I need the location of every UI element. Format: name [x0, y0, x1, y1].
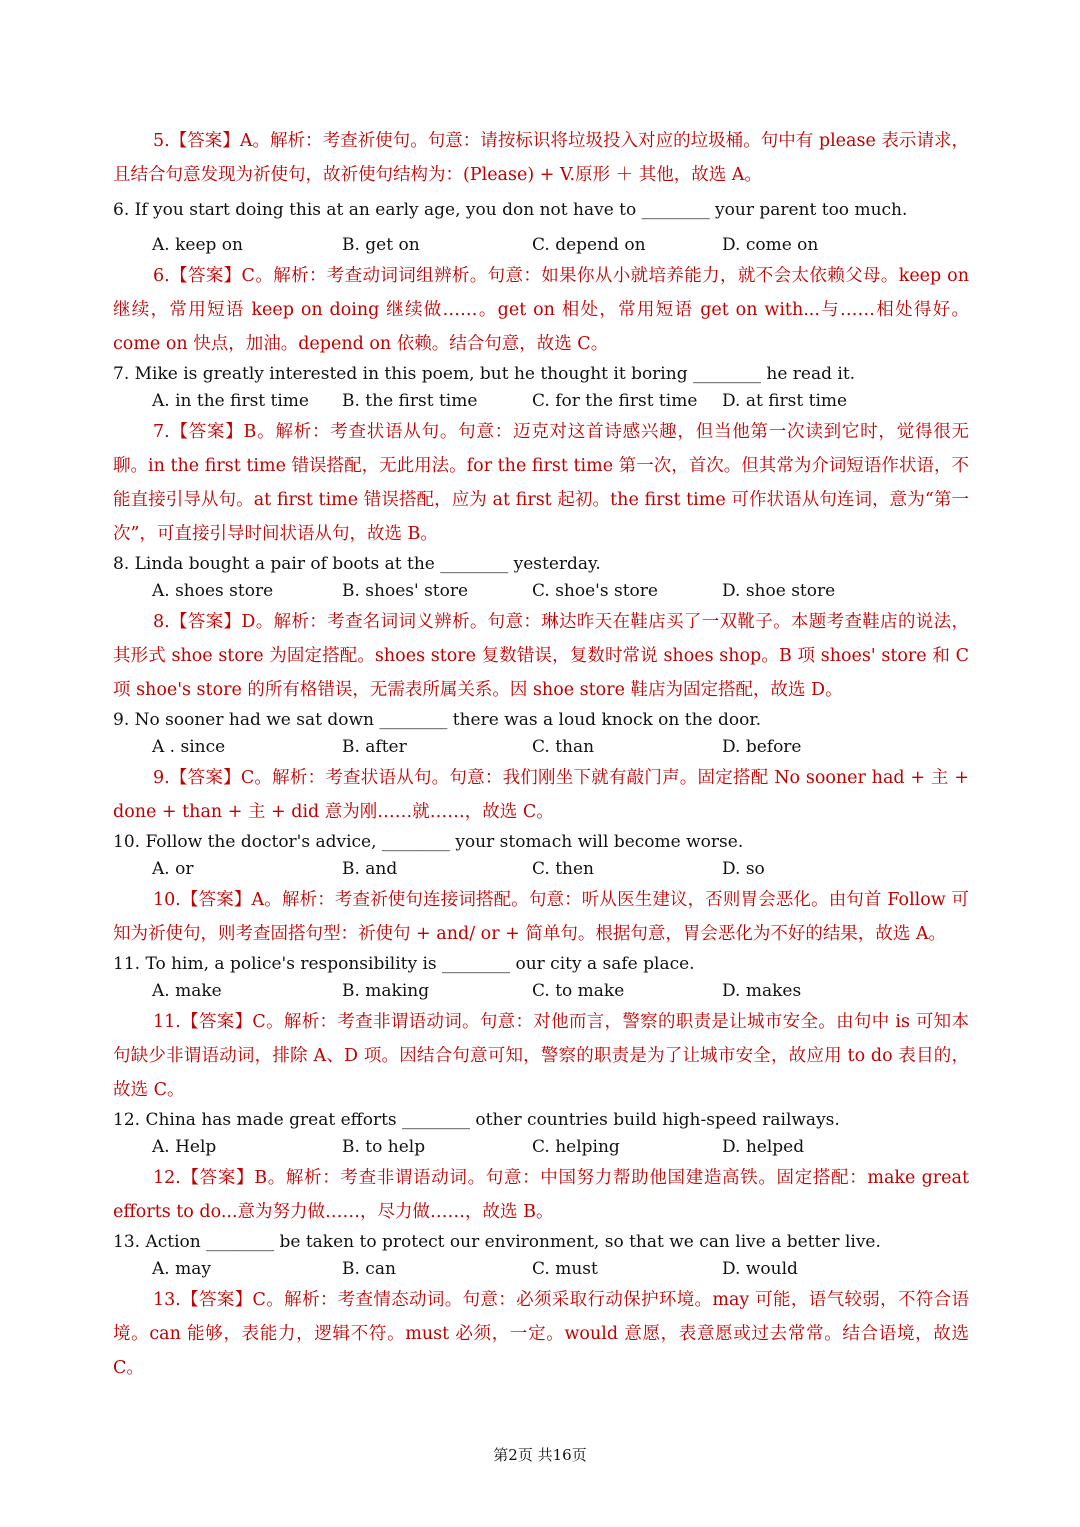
option-b: B. after [342, 737, 407, 757]
option-b: B. get on [342, 235, 420, 255]
options-8 [113, 578, 969, 605]
option-a: A. make [152, 981, 222, 1001]
option-b: B. and [342, 859, 398, 879]
answer-5: 5.【答案】A。解析：考查祈使句。句意：请按标识将垃圾投入对应的垃圾桶。句中有 please 表示请求，且结合句意发现为祈使句，故祈使句结构为：(Please) + V.原形 ＋ 其他，故选 A。 [113, 131, 969, 185]
options-10 [113, 856, 969, 883]
question-6: 6. If you start doing this at an early age, you don not have to ________ your parent too much. [113, 200, 908, 220]
answer-13: 13.【答案】C。解析：考查情态动词。句意：必须采取行动保护环境。may 可能，语气较弱，不符合语境。can 能够，表能力，逻辑不符。must 必须，一定。would 意愿，表意愿或过去常常。结合语境，故选 C。 [113, 1290, 969, 1378]
option-d: D. before [722, 737, 802, 757]
option-d: D. makes [722, 981, 802, 1001]
option-d: D. shoe store [722, 581, 836, 601]
option-c: C. to make [532, 981, 625, 1001]
option-c: C. shoe's store [532, 581, 658, 601]
question-9: 9. No sooner had we sat down ________ there was a loud knock on the door. [113, 710, 762, 730]
answer-9: 9.【答案】C。解析：考查状语从句。句意：我们刚坐下就有敲门声。固定搭配 No sooner had + 主 + done + than + 主 + did 意为刚……就……，故选 C。 [113, 768, 969, 822]
answer-12: 12.【答案】B。解析：考查非谓语动词。句意：中国努力帮助他国建造高铁。固定搭配：make great efforts to do...意为努力做……，尽力做……，故选 B。 [113, 1168, 969, 1222]
question-7: 7. Mike is greatly interested in this poem, but he thought it boring ________ he read it. [113, 364, 856, 384]
options-13 [113, 1256, 969, 1283]
option-a: A. keep on [152, 235, 243, 255]
option-b: B. to help [342, 1137, 426, 1157]
option-b: B. making [342, 981, 430, 1001]
answer-11: 11.【答案】C。解析：考查非谓语动词。句意：对他而言，警察的职责是让城市安全。由句中 is 可知本句缺少非谓语动词，排除 A、D 项。因结合句意可知，警察的职责是为了让城市安全，故应用 to do 表目的，故选 C。 [113, 1012, 969, 1100]
option-d: D. come on [722, 235, 819, 255]
option-d: D. so [722, 859, 765, 879]
answer-6: 6.【答案】C。解析：考查动词词组辨析。句意：如果你从小就培养能力，就不会太依赖父母。keep on 继续，常用短语 keep on doing 继续做……。get on 相处，常用短语 get on with...与……相处得好。come on 快点，加油。depend on 依赖。结合句意，故选 C。 [113, 266, 969, 354]
option-c: C. than [532, 737, 595, 757]
question-12: 12. China has made great efforts ________ other countries build high-speed railways. [113, 1110, 840, 1130]
answer-7: 7.【答案】B。解析：考查状语从句。句意：迈克对这首诗感兴趣，但当他第一次读到它时，觉得很无聊。in the first time 错误搭配，无此用法。for the first time 第一次，首次。但其常为介词短语作状语，不能直接引导从句。at first time 错误搭配，应为 at first 起初。the first time 可作状语从句连词，意为“第一次”，可直接引导时间状语从句，故选 B。 [113, 422, 969, 544]
option-a: A . since [152, 737, 226, 757]
options-7 [113, 388, 969, 415]
option-c: C. must [532, 1259, 598, 1279]
option-b: B. shoes' store [342, 581, 469, 601]
question-10: 10. Follow the doctor's advice, ________ your stomach will become worse. [113, 832, 744, 852]
option-c: C. for the first time [532, 391, 698, 411]
answer-8: 8.【答案】D。解析：考查名词词义辨析。句意：琳达昨天在鞋店买了一双靴子。本题考查鞋店的说法，其形式 shoe store 为固定搭配。shoes store 复数错误，复数时常说 shoes shop。B 项 shoes' store 和 C 项 shoe's store 的所有格错误，无需表所属关系。因 shoe store 鞋店为固定搭配，故选 D。 [113, 612, 969, 700]
question-8: 8. Linda bought a pair of boots at the ________ yesterday. [113, 554, 601, 574]
option-c: C. depend on [532, 235, 646, 255]
option-b: B. the first time [342, 391, 478, 411]
option-d: D. helped [722, 1137, 805, 1157]
page-number: 第2页 共16页 [493, 1446, 587, 1464]
answer-10: 10.【答案】A。解析：考查祈使句连接词搭配。句意：听从医生建议，否则胃会恶化。由句首 Follow 可知为祈使句，则考查固搭句型：祈使句 + and/ or + 简单句。根据句意，胃会恶化为不好的结果，故选 A。 [113, 890, 969, 944]
option-a: A. shoes store [152, 581, 274, 601]
option-c: C. then [532, 859, 594, 879]
options-9 [113, 734, 969, 761]
options-12 [113, 1134, 969, 1161]
option-d: D. at first time [722, 391, 848, 411]
options-6 [113, 232, 969, 259]
question-11: 11. To him, a police's responsibility is ________ our city a safe place. [113, 954, 695, 974]
option-a: A. Help [152, 1137, 217, 1157]
option-d: D. would [722, 1259, 798, 1279]
question-list [113, 124, 969, 1385]
option-a: A. in the first time [152, 391, 309, 411]
option-a: A. or [152, 859, 194, 879]
option-c: C. helping [532, 1137, 620, 1157]
option-b: B. can [342, 1259, 396, 1279]
question-13: 13. Action ________ be taken to protect our environment, so that we can live a better live. [113, 1232, 881, 1252]
options-11 [113, 978, 969, 1005]
option-a: A. may [152, 1259, 211, 1279]
